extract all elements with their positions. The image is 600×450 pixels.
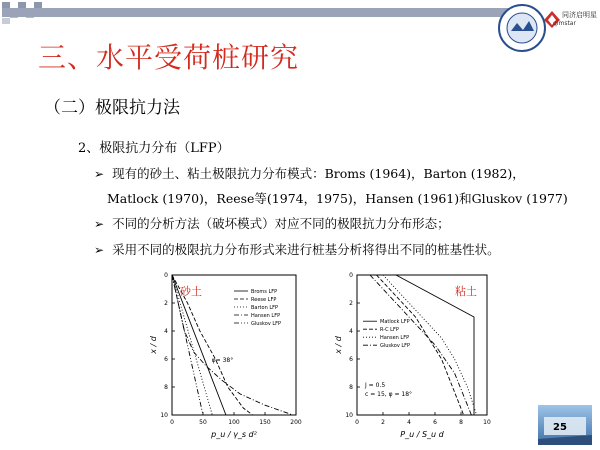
university-seal-logo <box>497 3 547 53</box>
bullet-text: 现有的砂土、粘土极限抗力分布模式：Broms (1964)，Barton (1982)， <box>112 166 525 181</box>
y-tick-label: 4 <box>164 328 168 335</box>
legend-label: Hansen LFP <box>380 335 410 342</box>
bullet-3 <box>94 240 500 258</box>
y-tick-label: 10 <box>160 412 168 419</box>
header-bar <box>2 8 518 17</box>
x-tick-label: 200 <box>290 419 302 426</box>
bullet-arrow-icon: ➢ <box>94 243 105 257</box>
y-tick-label: 8 <box>349 384 353 391</box>
bullet-text: 不同的分析方法（破坏模式）对应不同的极限抗力分布形态； <box>112 216 450 231</box>
bullet-text: Matlock (1970)，Reese等(1974，1975)，Hansen (1961)和Gluskov (1977) <box>107 191 568 206</box>
annotation: φ= 38° <box>211 356 234 364</box>
y-tick-label: 10 <box>345 412 353 419</box>
y-tick-label: 2 <box>164 300 168 307</box>
panel-label: 粘土 <box>455 285 477 298</box>
sand-lfp-chart <box>150 265 310 445</box>
x-axis-label: P_u / S_u d <box>400 430 444 439</box>
annotation: c = 15, φ = 18° <box>365 391 413 398</box>
y-tick-label: 6 <box>349 356 353 363</box>
legend-label: Matlock LFP <box>380 319 410 326</box>
x-tick-label: 100 <box>228 419 240 426</box>
slide-title: 三、水平受荷桩研究 <box>38 41 300 74</box>
y-tick-label: 6 <box>164 356 168 363</box>
x-tick-label: 6 <box>433 419 437 426</box>
legend-label: Reese LFP <box>251 297 277 303</box>
page-number: 25 <box>553 422 567 433</box>
bullet-text: 采用不同的极限抗力分布形式来进行桩基分析将得出不同的桩基性状。 <box>112 242 500 257</box>
legend-label: R-C LFP <box>380 327 399 334</box>
legend-label: Hansen LFP <box>251 313 281 319</box>
legend-label: Barton LFP <box>251 305 279 311</box>
logo-text: 同济启明星 <box>562 11 597 19</box>
y-axis-label: x / d <box>334 336 343 354</box>
x-tick-label: 0 <box>355 419 359 426</box>
legend-label: Gluskov LFP <box>380 343 411 350</box>
x-tick-label: 10 <box>483 419 491 426</box>
logo-text-en: qimstar <box>553 20 576 27</box>
x-axis-label: p_u / γ_s d² <box>211 430 257 439</box>
x-tick-label: 2 <box>381 419 385 426</box>
slide-subtitle: （二）极限抗力法 <box>44 98 180 118</box>
bullet-2 <box>94 214 450 232</box>
x-tick-label: 8 <box>459 419 463 426</box>
x-tick-label: 150 <box>259 419 271 426</box>
y-tick-label: 0 <box>164 272 168 279</box>
bullet-1-continued <box>107 189 568 207</box>
x-tick-label: 50 <box>199 419 207 426</box>
bullet-arrow-icon: ➢ <box>94 167 105 181</box>
y-tick-label: 0 <box>349 272 353 279</box>
y-tick-label: 4 <box>349 328 353 335</box>
y-tick-label: 2 <box>349 300 353 307</box>
x-tick-label: 4 <box>407 419 411 426</box>
section-heading: 2、极限抗力分布（LFP） <box>78 141 230 156</box>
x-tick-label: 0 <box>170 419 174 426</box>
clay-lfp-chart <box>335 265 500 445</box>
y-axis-label: x / d <box>149 336 158 354</box>
panel-label: 砂土 <box>180 285 202 298</box>
annotation: J = 0.5 <box>365 382 386 389</box>
y-tick-label: 8 <box>164 384 168 391</box>
bullet-arrow-icon: ➢ <box>94 217 105 231</box>
legend-label: Gluskov LFP <box>251 321 282 327</box>
legend-label: Broms LFP <box>251 289 278 295</box>
bullet-1 <box>94 164 525 182</box>
